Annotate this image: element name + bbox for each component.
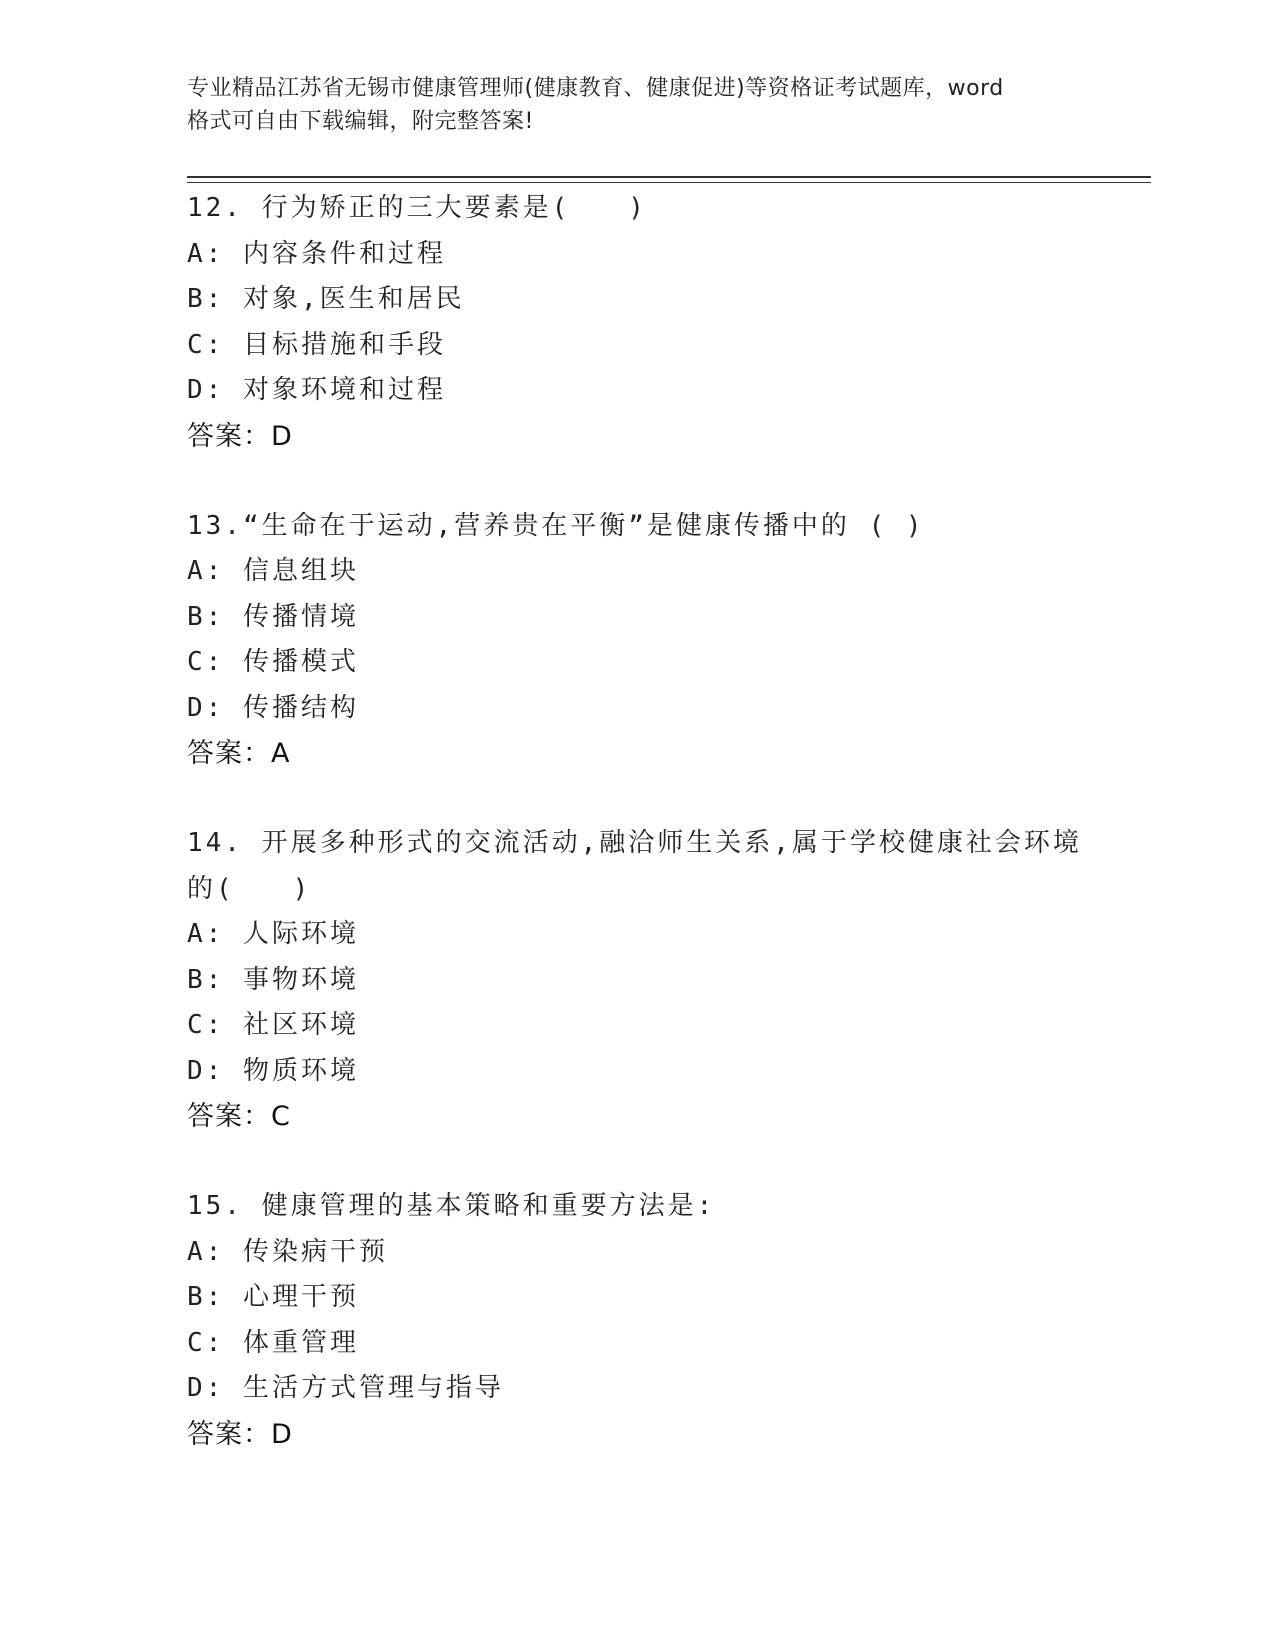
answer-line: 答案：C [187,1101,291,1132]
option-b: B: 事物环境 [187,964,359,995]
option-c: C: 传播模式 [187,647,359,677]
option-d: D: 对象环境和过程 [187,375,446,405]
question-stem: 15. 健康管理的基本策略和重要方法是: [187,1191,716,1221]
question-list [187,186,1087,1458]
header-line-2: 格式可自由下载编辑，附完整答案! [187,109,534,134]
answer-line: 答案：D [187,420,293,452]
spacer [187,777,1087,821]
question-15 [187,1184,1087,1458]
option-c: C: 社区环境 [187,1010,359,1040]
spacer [187,460,1087,504]
question-stem-continued: 的( ) [187,873,312,904]
question-stem: 13.“生命在于运动,营养贵在平衡”是健康传播中的 ( ) [187,510,925,541]
option-a: A: 传染病干预 [187,1236,388,1267]
option-c: C: 体重管理 [187,1327,359,1358]
answer-line: 答案：A [187,738,291,769]
option-b: B: 心理干预 [187,1282,359,1312]
header-line-1: 专业精品江苏省无锡市健康管理师(健康教育、健康促进)等资格证考试题库，word [187,76,1004,101]
option-a: A: 信息组块 [187,556,359,586]
option-d: D: 生活方式管理与指导 [187,1373,504,1403]
option-a: A: 人际环境 [187,919,359,949]
spacer [187,1140,1087,1184]
question-14 [187,821,1087,1140]
option-d: D: 物质环境 [187,1055,359,1086]
question-stem: 14. 开展多种形式的交流活动,融洽师生关系,属于学校健康社会环境 [187,828,1082,858]
header-divider-thick [187,176,1151,178]
question-13 [187,504,1087,778]
option-a: A: 内容条件和过程 [187,238,446,269]
option-b: B: 对象,医生和居民 [187,284,465,314]
question-stem: 12. 行为矫正的三大要素是( ) [187,193,647,223]
option-d: D: 传播结构 [187,692,359,723]
document-header [187,72,1087,138]
question-12 [187,186,1087,460]
option-c: C: 目标措施和手段 [187,329,446,360]
answer-line: 答案：D [187,1418,293,1450]
option-b: B: 传播情境 [187,601,359,632]
header-divider-thin [187,182,1151,183]
